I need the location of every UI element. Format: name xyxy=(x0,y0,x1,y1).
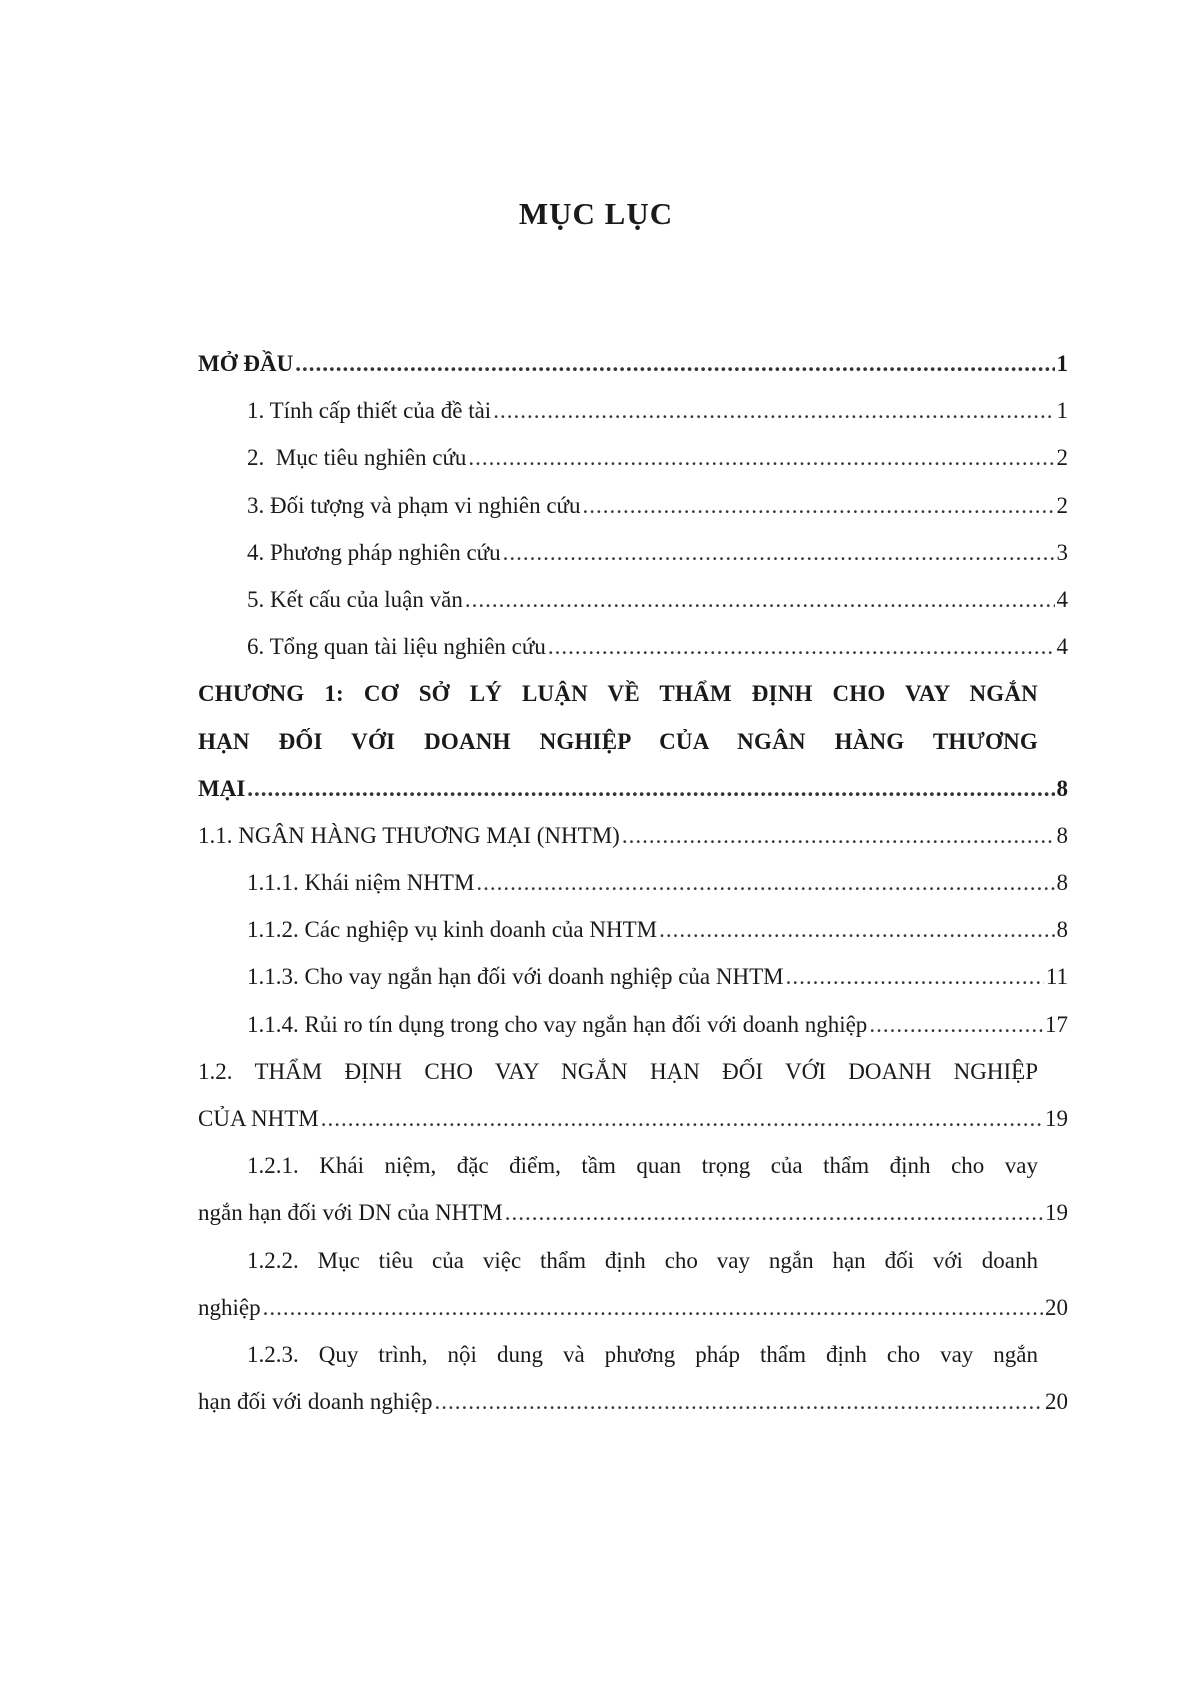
toc-page-number: 1 xyxy=(1056,398,1068,424)
toc-entry-mo-dau[interactable] xyxy=(198,340,1068,387)
dot-leader xyxy=(468,434,1054,481)
toc-entry-6[interactable] xyxy=(198,623,1068,670)
toc-entry-label: 1.2.1. Khái niệm, đặc điểm, tầm quan trọng của thẩm định cho vay xyxy=(247,1153,1038,1179)
dot-leader xyxy=(869,1001,1043,1048)
dot-leader xyxy=(295,340,1054,387)
dot-leader xyxy=(505,1189,1043,1236)
toc-entry-label: 1.1.1. Khái niệm NHTM xyxy=(247,870,475,896)
dot-leader xyxy=(548,623,1055,670)
toc-page-number: 3 xyxy=(1056,539,1068,565)
toc-entry-label: MẠI xyxy=(198,775,246,801)
dot-leader xyxy=(622,812,1055,859)
toc-page-number: 4 xyxy=(1056,586,1068,612)
toc-page-number: 2 xyxy=(1056,492,1068,518)
toc-entry-1-2-2-line-2[interactable] xyxy=(198,1284,1068,1331)
toc-entry-label: ngắn hạn đối với DN của NHTM xyxy=(198,1200,503,1226)
toc-entry-label: 1.1.4. Rủi ro tín dụng trong cho vay ngắn hạn đối với doanh nghiệp xyxy=(247,1011,868,1037)
toc-page-number: 11 xyxy=(1045,964,1068,990)
dot-leader xyxy=(321,1095,1043,1142)
toc-page-number: 19 xyxy=(1045,1200,1068,1226)
toc-entry-label: MỞ ĐẦU xyxy=(198,351,294,376)
toc-entry-label: CỦA NHTM xyxy=(198,1106,319,1131)
dot-leader xyxy=(786,953,1044,1000)
toc-entry-label: 1.1.3. Cho vay ngắn hạn đối với doanh nghiệp của NHTM xyxy=(247,964,784,990)
toc-entry-label: 1.1. NGÂN HÀNG THƯƠNG MẠI (NHTM) xyxy=(198,822,620,848)
toc-page-number: 19 xyxy=(1045,1106,1068,1131)
toc-entry-1-2-1-line-1[interactable] xyxy=(198,1142,1038,1189)
toc-chapter-1-line-3[interactable] xyxy=(198,765,1068,812)
toc-entry-label: 1.1.2. Các nghiệp vụ kinh doanh của NHTM xyxy=(247,917,658,943)
toc-entry-label: 2. Mục tiêu nghiên cứu xyxy=(247,445,467,471)
toc-entry-1-2-3-line-2[interactable] xyxy=(198,1378,1068,1425)
toc-entry-1-1[interactable] xyxy=(198,812,1068,859)
toc-page-number: 1 xyxy=(1056,351,1068,376)
toc-page-number: 8 xyxy=(1056,917,1068,943)
toc-entry-2[interactable] xyxy=(198,434,1068,481)
toc-entry-4[interactable] xyxy=(198,529,1068,576)
dot-leader xyxy=(247,765,1054,812)
toc-page-number: 8 xyxy=(1056,822,1068,848)
toc-page-number: 20 xyxy=(1045,1389,1068,1415)
toc-entry-1-2-2-line-1[interactable] xyxy=(198,1237,1038,1284)
toc-entry-5[interactable] xyxy=(198,576,1068,623)
toc-page-number: 4 xyxy=(1056,634,1068,660)
toc-entry-1[interactable] xyxy=(198,387,1068,434)
dot-leader xyxy=(493,387,1054,434)
toc-page-number: 2 xyxy=(1056,445,1068,471)
dot-leader xyxy=(583,482,1055,529)
toc-entry-1-2-line-2[interactable] xyxy=(198,1095,1068,1142)
toc-entry-label: 5. Kết cấu của luận văn xyxy=(247,586,463,612)
toc-page-number: 8 xyxy=(1056,870,1068,896)
toc-entry-1-1-3[interactable] xyxy=(198,953,1068,1000)
toc-entry-label: 6. Tổng quan tài liệu nghiên cứu xyxy=(247,634,546,660)
toc-entry-1-2-line-1[interactable]: 1.2. THẨM ĐỊNH CHO VAY NGẮN HẠN ĐỐI VỚI DOANH NGHIỆP xyxy=(198,1058,1038,1084)
toc-entry-label: hạn đối với doanh nghiệp xyxy=(198,1389,433,1415)
toc-entry-1-2-1-line-2[interactable] xyxy=(198,1189,1068,1236)
dot-leader xyxy=(465,576,1055,623)
toc-entry-label: 1.2.2. Mục tiêu của việc thẩm định cho vay ngắn hạn đối với doanh xyxy=(247,1247,1038,1273)
toc-entry-1-1-4[interactable] xyxy=(198,1001,1068,1048)
toc-page-number: 17 xyxy=(1045,1011,1068,1037)
toc-page-number: 20 xyxy=(1045,1294,1068,1320)
dot-leader xyxy=(434,1378,1043,1425)
dot-leader xyxy=(263,1284,1043,1331)
toc-entry-label: 1.2.3. Quy trình, nội dung và phương pháp thẩm định cho vay ngắn xyxy=(247,1341,1038,1367)
toc-entry-1-1-2[interactable] xyxy=(198,906,1068,953)
dot-leader xyxy=(659,906,1054,953)
toc-entry-1-2-3-line-1[interactable] xyxy=(198,1331,1038,1378)
toc-page-number: 8 xyxy=(1056,775,1068,801)
toc-entry-label: nghiệp xyxy=(198,1294,261,1320)
toc-entry-3[interactable] xyxy=(198,482,1068,529)
toc-entry-label: 1. Tính cấp thiết của đề tài xyxy=(247,398,492,424)
toc-entry-label: 3. Đối tượng và phạm vi nghiên cứu xyxy=(247,492,581,518)
toc-entry-label: 4. Phương pháp nghiên cứu xyxy=(247,539,501,565)
dot-leader xyxy=(503,529,1055,576)
table-of-contents xyxy=(198,340,1068,1425)
toc-entry-1-1-1[interactable] xyxy=(198,859,1068,906)
page-title: MỤC LỤC xyxy=(518,196,674,231)
toc-chapter-1-line-2[interactable]: HẠN ĐỐI VỚI DOANH NGHIỆP CỦA NGÂN HÀNG THƯƠNG xyxy=(198,728,1038,754)
dot-leader xyxy=(476,859,1054,906)
toc-chapter-1-line-1[interactable]: CHƯƠNG 1: CƠ SỞ LÝ LUẬN VỀ THẨM ĐỊNH CHO VAY NGẮN xyxy=(198,681,1038,707)
